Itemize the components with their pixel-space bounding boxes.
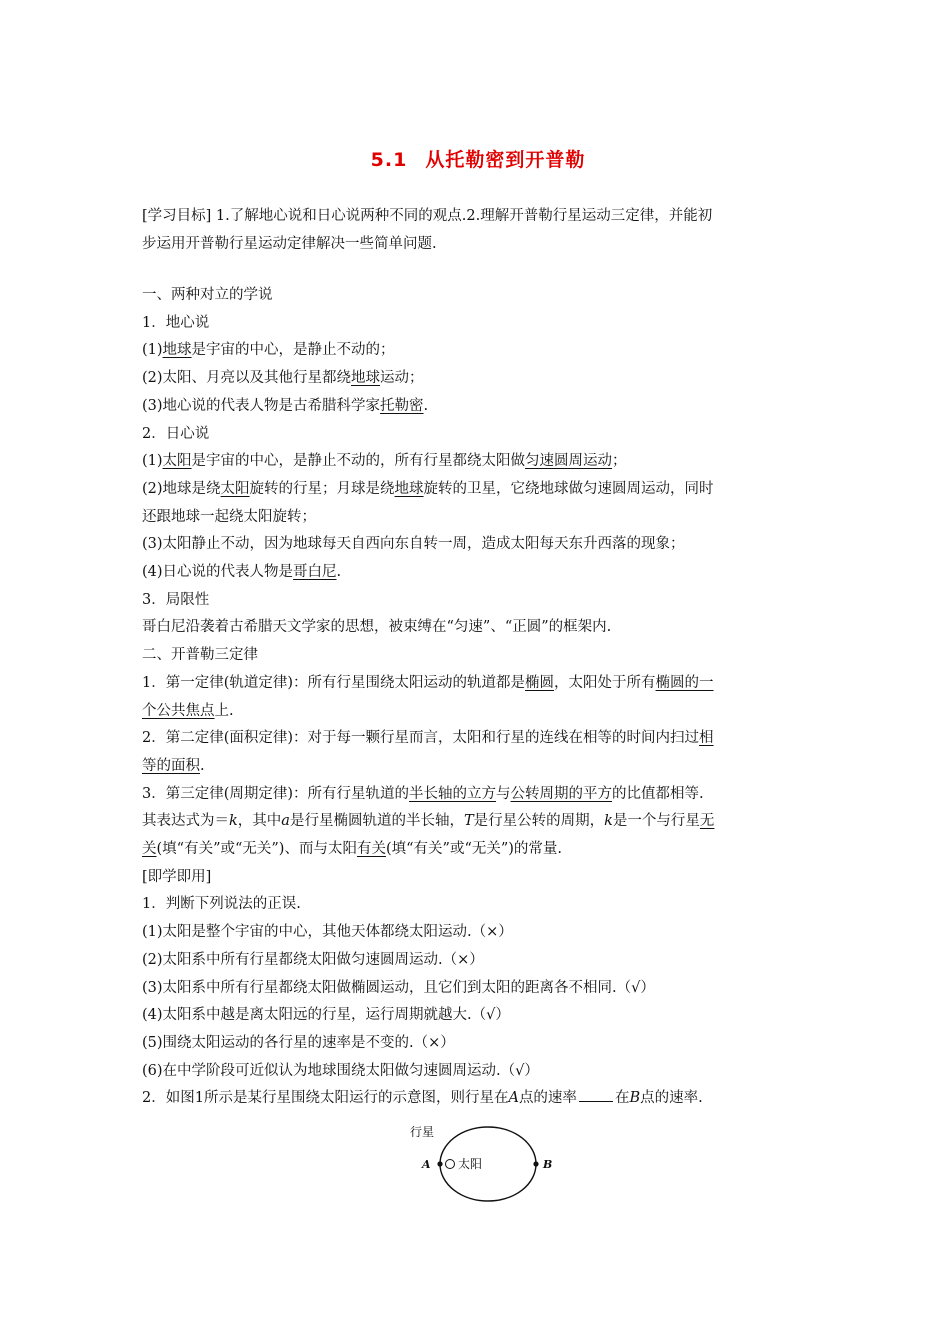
orbit-figure <box>404 1124 554 1204</box>
orbit-diagram <box>404 1124 554 1204</box>
question-1-item: (2)太阳系中所有行星都绕太阳做匀速圆周运动.（×） <box>142 951 484 968</box>
section-heading-1: 一、两种对立的学说 <box>142 287 273 303</box>
sun-label: 太阳 <box>458 1157 483 1171</box>
title-text: 从托勒密到开普勒 <box>425 149 586 171</box>
law-1: 1．第一定律(轨道定律)：所有行星围绕太阳运动的轨道都是椭圆，太阳处于所有椭圆的一 <box>142 674 714 691</box>
law-3: 3．第三定律(周期定律)：所有行星轨道的半长轴的立方与公转周期的平方的比值都相等. <box>142 785 704 802</box>
limitation-text: 哥白尼沿袭着古希腊天文学家的思想，被束缚在“匀速”、“正圆”的框架内. <box>142 619 612 636</box>
heliocentric-title: 2．日心说 <box>142 425 210 442</box>
heliocentric-item-3: (3)太阳静止不动，因为地球每天自西向东自转一周，造成太阳每天东升西落的现象； <box>142 536 685 553</box>
planet-label: 行星 <box>410 1125 435 1139</box>
point-a-label: A <box>422 1158 431 1171</box>
question-1-item: (4)太阳系中越是离太阳远的行星，运行周期就越大.（√） <box>142 1007 510 1024</box>
question-1-item: (3)太阳系中所有行星都绕太阳做椭圆运动，且它们到太阳的距离各不相同.（√） <box>142 979 655 996</box>
practice-heading: [即学即用] <box>142 868 212 885</box>
planet-point-b <box>533 1161 538 1166</box>
goals-line-2: 步运用开普勒行星运动定律解决一些简单问题. <box>142 235 437 252</box>
geocentric-item-1: (1)地球是宇宙的中心，是静止不动的； <box>142 342 395 359</box>
law-2: 2．第二定律(面积定律)：对于每一颗行星而言，太阳和行星的连线在相等的时间内扫过相 <box>142 730 714 747</box>
planet-point-a <box>437 1161 442 1166</box>
law-3-cont: 关(填“有关”或“无关”)、而与太阳有关(填“有关”或“无关”)的常量. <box>142 841 563 858</box>
geocentric-item-2: (2)太阳、月亮以及其他行星都绕地球运动； <box>142 370 424 387</box>
section-heading-2: 二、开普勒三定律 <box>142 647 258 664</box>
question-1-item: (6)在中学阶段可近似认为地球围绕太阳做匀速圆周运动.（√） <box>142 1062 539 1079</box>
main-content <box>142 282 814 1113</box>
heliocentric-item-4: (4)日心说的代表人物是哥白尼. <box>142 564 342 581</box>
law-2-cont: 等的面积. <box>142 757 205 774</box>
heliocentric-item-2: (2)地球是绕太阳旋转的行星；月球是绕地球旋转的卫星，它绕地球做匀速圆周运动，同时 <box>142 480 714 497</box>
answer-blank[interactable] <box>579 1087 613 1102</box>
heliocentric-item-1: (1)太阳是宇宙的中心，是静止不动的，所有行星都绕太阳做匀速圆周运动； <box>142 453 627 470</box>
page-title <box>142 145 814 172</box>
question-1: 1．判断下列说法的正误. <box>142 896 301 913</box>
question-2: 2．如图1所示是某行星围绕太阳运行的示意图，则行星在A点的速率 在B点的速率. <box>142 1085 814 1113</box>
heliocentric-item-2-cont: 还跟地球一起绕太阳旋转； <box>142 508 316 525</box>
sun-icon <box>446 1160 455 1169</box>
section-number: 5.1 <box>370 149 408 171</box>
limitation-title: 3．局限性 <box>142 591 210 608</box>
point-b-label: B <box>543 1158 553 1171</box>
law-3-expression: 其表达式为＝k，其中a是行星椭圆轨道的半长轴，T是行星公转的周期，k是一个与行星无 <box>142 813 715 830</box>
law-1-cont: 个公共焦点上. <box>142 702 234 719</box>
learning-goals <box>142 203 814 258</box>
question-1-item: (5)围绕太阳运动的各行星的速率是不变的.（×） <box>142 1034 455 1051</box>
geocentric-item-3: (3)地心说的代表人物是古希腊科学家托勒密. <box>142 397 429 414</box>
question-1-item: (1)太阳是整个宇宙的中心，其他天体都绕太阳运动.（×） <box>142 924 513 941</box>
goals-line-1: [学习目标] 1.了解地心说和日心说两种不同的观点.2.理解开普勒行星运动三定律，并能初 <box>142 208 713 224</box>
geocentric-title: 1．地心说 <box>142 314 210 331</box>
